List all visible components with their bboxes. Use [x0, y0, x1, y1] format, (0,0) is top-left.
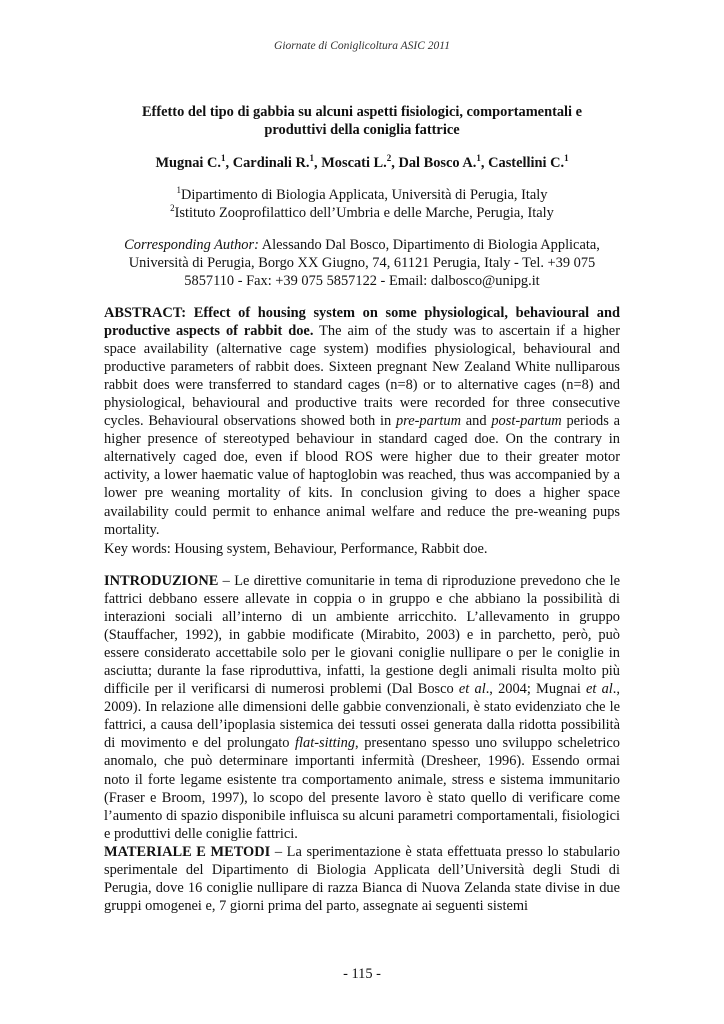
- author-separator: ,: [391, 155, 399, 171]
- affiliation-marker: 2: [386, 153, 392, 164]
- affiliation-text: Istituto Zooprofilattico dell’Umbria e delle Marche, Perugia, Italy: [174, 205, 554, 221]
- corresponding-author: [104, 236, 620, 290]
- section-text: ., 2009). In relazione alle dimensioni delle gabbie convenzionali, è stato evidenziato che le fattrici, a causa dell’ipoplasia sistemica dei tessuti ossei generata dalla ridotta possibilità di movimento e del prolungato: [104, 681, 620, 752]
- affiliation-marker: 1: [564, 153, 569, 164]
- paper-title: [104, 103, 620, 139]
- keywords: Key words: Housing system, Behaviour, Performance, Rabbit doe.: [104, 541, 488, 557]
- author-separator: ,: [225, 155, 233, 171]
- section-heading: INTRODUZIONE: [104, 573, 219, 589]
- author-separator: ,: [480, 155, 489, 171]
- affiliation-marker: 1: [476, 153, 481, 164]
- corresponding-label: Corresponding Author:: [124, 237, 259, 253]
- abstract-text: The aim of the study was to ascertain if a higher space availability (alternative cage system) modifies physiological, behavioural and productive parameters of rabbit does. Sixteen pregnant New Zealand White nulliparous rabbit does were transferred to standard cages (n=8) or to alternative cages (n=8) and physiological, behavioural and productive traits were recorded for three consecutive cycles. Behavioural observations showed both in: [104, 323, 620, 430]
- affiliation-number: 2: [170, 203, 175, 214]
- term-italic: flat-sitting: [295, 735, 356, 752]
- author: [398, 155, 488, 171]
- section-text: – La sperimentazione è stata effettuata presso lo stabulario sperimentale del Dipartimento di Biologia Applicata dell’Università degli Studi di Perugia, dove 16 coniglie nullipare di razza Bianca di Nuova Zelanda state divise in due gruppi omogenei e, 7 giorni prima del parto, assegnate ai seguenti sistemi: [104, 844, 620, 915]
- affiliation-marker: 1: [309, 153, 314, 164]
- author-name: Mugnai C.: [155, 155, 222, 171]
- citation-italic: et al: [458, 681, 486, 698]
- abstract-heading: ABSTRACT: Effect of housing system on some physiological, behavioural and productive aspects of rabbit doe.: [104, 305, 620, 340]
- author: [488, 155, 568, 171]
- affiliation-number: 1: [176, 185, 181, 196]
- author-name: Moscati L.: [321, 155, 387, 171]
- abstract: [104, 304, 620, 539]
- introduzione-section: [104, 572, 620, 843]
- author: [321, 155, 398, 171]
- author-name: Dal Bosco A.: [398, 155, 477, 171]
- affiliation-marker: 1: [221, 153, 226, 164]
- title-line-2: produttivi della coniglia fattrice: [264, 122, 460, 138]
- author: [155, 155, 232, 171]
- title-line-1: Effetto del tipo di gabbia su alcuni aspetti fisiologici, comportamentali e: [141, 104, 583, 120]
- abstract-italic: post-partum: [491, 413, 562, 430]
- author-separator: ,: [313, 155, 322, 171]
- section-text: ., 2004; Mugnai: [485, 681, 587, 698]
- affiliation: [104, 204, 620, 222]
- running-head: Giornate di Coniglicoltura ASIC 2011: [274, 40, 450, 52]
- metodi-section: [104, 843, 620, 915]
- affiliation: [104, 186, 620, 204]
- citation-italic: et al: [586, 681, 613, 698]
- affiliation-text: Dipartimento di Biologia Applicata, Università di Perugia, Italy: [181, 187, 548, 203]
- affiliations: [104, 186, 620, 222]
- abstract-text: periods a higher presence of stereotyped behaviour in standard caged doe. On the contrary in alternatively caged doe, even if blood ROS were higher due to their greater motor activity, a lower haematic value of haptoglobin was reached, thus was accompanied by a lower pre weaning mortality of kits. In conclusion giving to does a higher space availability could permit to enhance animal welfare and reduce the pre-weaning pups mortality.: [104, 413, 620, 538]
- author-name: Castellini C.: [488, 155, 565, 171]
- section-heading: MATERIALE E METODI: [104, 844, 271, 860]
- abstract-text: and: [461, 413, 492, 430]
- section-text: , presentano spesso uno sviluppo scheletrico anomalo, che può determinare importanti infermità (Dresheer, 1996). Essendo ormai noto il forte legame esistente tra comportamento animale, stress e sistema immunitario (Fraser e Broom, 1997), lo scopo del presente lavoro è stato quello di verificare come l’aumento di spazio disponibile influisca su alcuni parametri comportamentali, fisiologici e produttivi delle coniglie fattrici.: [104, 735, 620, 842]
- author: [233, 155, 321, 171]
- author-name: Cardinali R.: [232, 155, 310, 171]
- page-number: - 115 -: [343, 966, 381, 982]
- author-list: [104, 154, 620, 172]
- section-text: – Le direttive comunitarie in tema di riproduzione prevedono che le fattrici debbano essere allevate in coppia o in gruppo e che abbiano la possibilità di interazioni sociali all’interno di un ambiente arricchito. L’allevamento in gruppo (Stauffacher, 1992), in gabbie modificate (Mirabito, 2003) e in parchetto, però, può essere considerato accettabile solo per le giovani coniglie nullipare o per le coniglie in asciutta; durante la fase riproduttiva, infatti, la gestione degli animali risulta molto più difficile per il verificarsi di numerosi problemi (Dal Bosco: [104, 573, 620, 698]
- abstract-italic: pre-partum: [395, 413, 462, 430]
- corresponding-details: Alessando Dal Bosco, Dipartimento di Biologia Applicata, Università di Perugia, Borgo XX Giugno, 74, 61121 Perugia, Italy - Tel. +39 075 5857110 - Fax: +39 075 5857122 - Email: dalbosco@unipg.it: [128, 237, 600, 289]
